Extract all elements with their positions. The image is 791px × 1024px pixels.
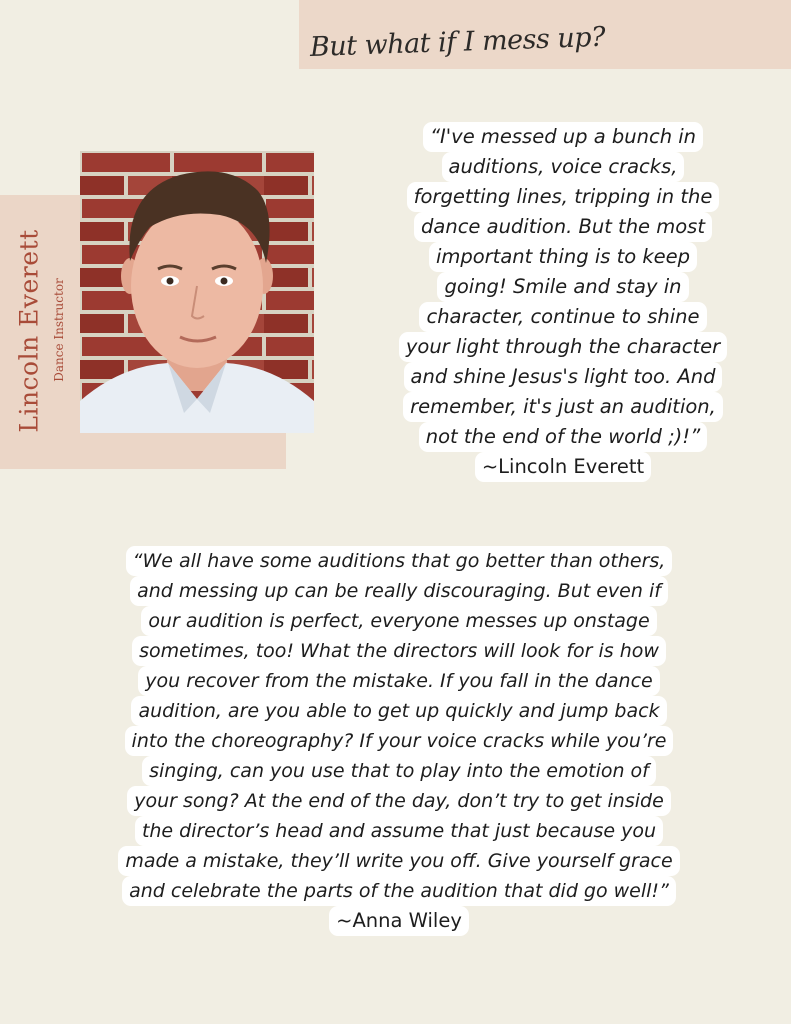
quote-line: going! Smile and stay in [437,272,688,302]
quote-line: audition, are you able to get up quickly and jump back [131,696,666,726]
quote-line: remember, it's just an audition, [403,392,723,422]
quote-line: important thing is to keep [429,242,697,272]
quote-line: your light through the character [399,332,727,362]
quote-line: and shine Jesus's light too. And [404,362,723,392]
profile-name: Lincoln Everett [14,229,44,433]
quote-line: auditions, voice cracks, [442,152,685,182]
quote-line: dance audition. But the most [414,212,712,242]
page-heading: But what if I mess up? [309,21,606,63]
quote-line: you recover from the mistake. If you fall in the dance [138,666,659,696]
quote-attribution: ~Anna Wiley [329,906,469,936]
quote-line: our audition is perfect, everyone messes up onstage [141,606,656,636]
profile-name-container [14,215,44,447]
portrait-illustration [80,151,314,433]
quote-line: and messing up can be really discouraging. But even if [130,576,668,606]
quote-line: character, continue to shine [419,302,706,332]
profile-role-container [50,268,68,392]
profile-role: Dance Instructor [52,278,66,382]
quote-line: sometimes, too! What the directors will look for is how [132,636,666,666]
quote-line: made a mistake, they’ll write you off. Give yourself grace [118,846,679,876]
quote-anna [60,546,738,936]
quote-line: and celebrate the parts of the audition that did go well!” [122,876,676,906]
quote-line: your song? At the end of the day, don’t try to get inside [127,786,671,816]
quote-line: “We all have some auditions that go better than others, [126,546,673,576]
quote-line: forgetting lines, tripping in the [407,182,720,212]
quote-line: the director’s head and assume that just because you [135,816,663,846]
quote-line: into the choreography? If your voice cracks while you’re [125,726,674,756]
quote-lincoln [367,122,759,482]
quote-line: singing, can you use that to play into the emotion of [142,756,656,786]
quote-line: “I've messed up a bunch in [423,122,703,152]
profile-photo [80,151,314,433]
quote-attribution: ~Lincoln Everett [475,452,651,482]
quote-line: not the end of the world ;)!” [419,422,707,452]
